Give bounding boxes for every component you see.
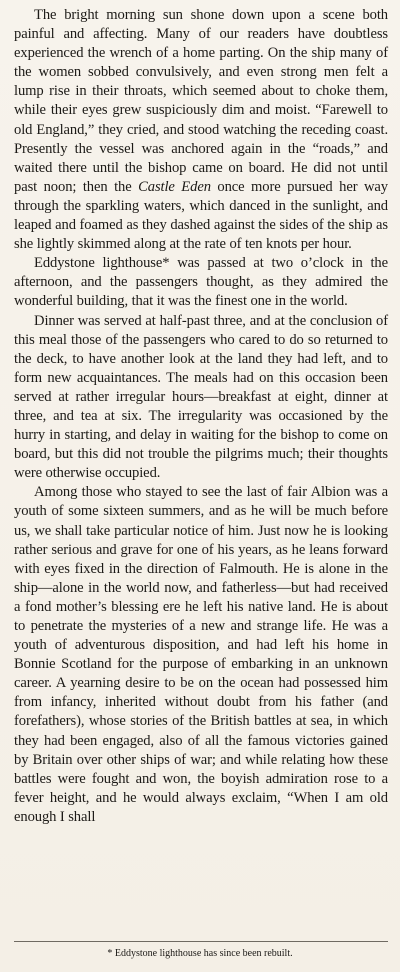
paragraph: Dinner was served at half-past three, and at the conclusion of this meal those of the passengers who cared to do so returned to the deck, to have another look at the land they had left, and to form new acquaintances. The meals had on this occasion been served at rather irregular hours—breakfast at eight, dinner at three, and tea at six. The irregularity was occasioned by the hurry in starting, and delay in waiting for the bishop to come on board, but this did not trouble the pilgrims much; their thoughts were otherwise occupied. <box>14 312 388 482</box>
text-run: once more pursued her way through the sparkling waters, which danced in the sunlight, and leaped and foamed as they dashed against the sides of the ship as she lightly skimmed along at the rate of ten knots per hour. <box>14 178 388 253</box>
footnote: * Eddystone lighthouse has since been rebuilt. <box>107 948 293 959</box>
text-run: The bright morning sun shone down upon a scene both painful and affecting. Many of our readers have doubtless experienced the wrench of a home parting. On the ship many of the women sobbed convulsively, and even strong men felt a lump rise in their throats, which seemed about to choke them, while their eyes grew suspiciously dim and moist. “Farewell to old England,” they cried, and stood watching the receding coast. Presently the vessel was anchored again in the “roads,” and waited there until the bishop came on board. He did not until past noon; then the <box>14 7 388 195</box>
paragraph: Among those who stayed to see the last of fair Albion was a youth of some sixteen summers, and as he will be much before us, we shall take particular notice of him. Just now he is looking rather serious and grave for one of his years, as he leans forward with eyes fixed in the direction of Falmouth. He is alone in the ship—alone in the world now, and fatherless—but had received a fond mother’s blessing ere he left his native land. He is about to penetrate the mysteries of a new and strange life. He was a youth of adventurous disposition, and had left his home in Bonnie Scotland for the purpose of embarking in an unknown career. A yearning desire to be on the ocean had possessed him from infancy, inherited without doubt from his father (and forefathers), whose stories of the British battles at sea, in which they had been engaged, also of all the famous victories gained by Britain over other ships of war; and while relating how these battles were fought and won, the boyish admiration rose to a fever height, and he would always exclaim, “When I am old enough I shall <box>14 484 388 825</box>
ship-name: Castle Eden <box>138 178 211 195</box>
footnote-rule <box>14 941 388 942</box>
body-text <box>14 6 388 827</box>
paragraph <box>14 6 388 254</box>
paragraph: Eddystone lighthouse* was passed at two o’clock in the afternoon, and the passengers thought, as they admired the wonderful building, that it was the finest one in the world. <box>14 255 388 310</box>
